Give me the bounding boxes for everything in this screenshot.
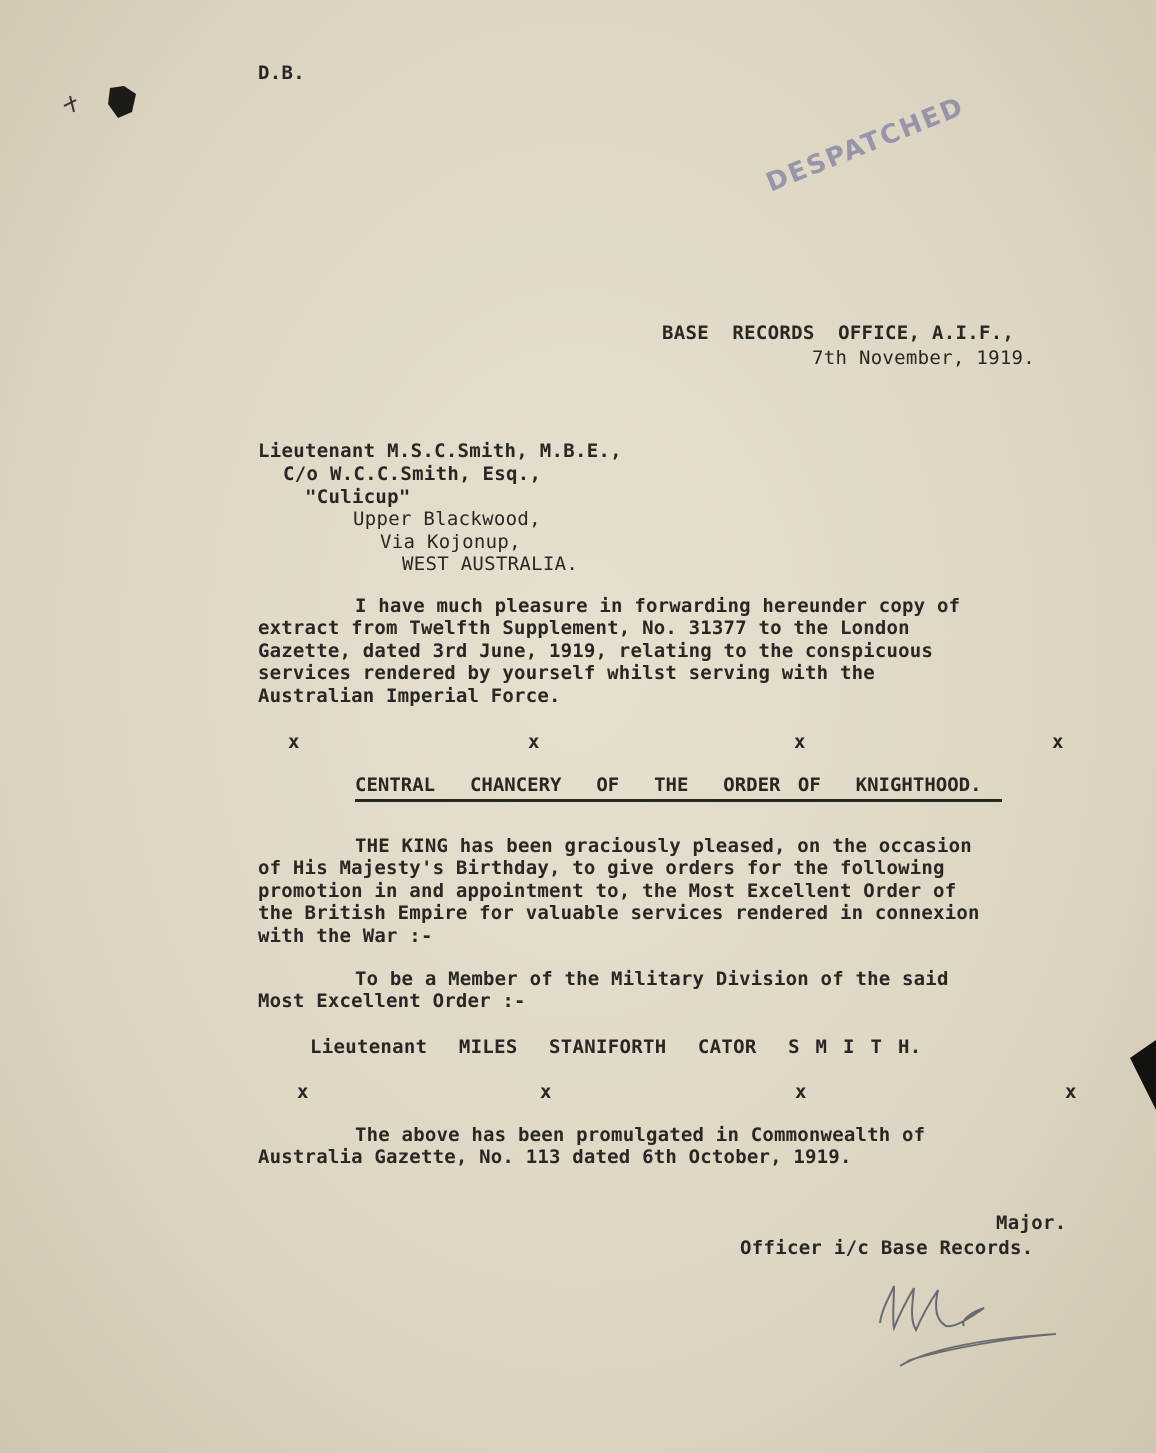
separator-mark: x [288, 731, 300, 753]
address-line: WEST AUSTRALIA. [402, 553, 579, 575]
office-header: BASE RECORDS OFFICE, A.I.F., [662, 322, 1015, 344]
address-line: C/o W.C.C.Smith, Esq., [283, 463, 542, 485]
separator-mark: x [1065, 1081, 1077, 1103]
despatched-stamp: DESPATCHED [762, 91, 969, 199]
closing-line: Australia Gazette, No. 113 dated 6th October, 1919. [258, 1146, 852, 1168]
appointee-name: Lieutenant MILES STANIFORTH CATOR S M I T H. [310, 1036, 922, 1058]
separator-mark: x [795, 1081, 807, 1103]
intro-line: extract from Twelfth Supplement, No. 31377 to the London [258, 617, 910, 639]
intro-line: services rendered by yourself whilst serving with the [258, 662, 875, 684]
signatory-title: Officer i/c Base Records. [740, 1237, 1034, 1259]
separator-mark: x [794, 731, 806, 753]
intro-line: Gazette, dated 3rd June, 1919, relating to the conspicuous [258, 640, 934, 662]
member-line: To be a Member of the Military Division of the said [355, 968, 949, 990]
heading-underline [355, 799, 1002, 802]
separator-mark: x [540, 1081, 552, 1103]
citation-line: with the War :- [258, 925, 433, 947]
member-line: Most Excellent Order :- [258, 990, 526, 1012]
citation-line: THE KING has been graciously pleased, on the occasion [355, 835, 972, 857]
signatory-rank: Major. [996, 1212, 1067, 1234]
corner-mark: D.B. [258, 62, 305, 84]
citation-line: of His Majesty's Birthday, to give orders for the following [258, 857, 945, 879]
ink-mark-icon [62, 82, 157, 122]
citation-line: the British Empire for valuable services rendered in connexion [258, 902, 980, 924]
letter-date: 7th November, 1919. [812, 347, 1036, 369]
section-heading: CENTRAL CHANCERY OF THE ORDER OF KNIGHTHOOD. [355, 774, 982, 796]
address-line: Via Kojonup, [380, 531, 521, 553]
page-edge-tab-icon [1126, 1040, 1156, 1110]
closing-line: The above has been promulgated in Commonwealth of [355, 1124, 926, 1146]
intro-line: I have much pleasure in forwarding hereunder copy of [355, 595, 961, 617]
signature-icon [860, 1268, 1070, 1378]
address-line: Upper Blackwood, [353, 508, 541, 530]
citation-line: promotion in and appointment to, the Most Excellent Order of [258, 880, 957, 902]
address-line: "Culicup" [305, 486, 411, 508]
separator-mark: x [1052, 731, 1064, 753]
separator-mark: x [297, 1081, 309, 1103]
separator-mark: x [528, 731, 540, 753]
address-line: Lieutenant M.S.C.Smith, M.B.E., [258, 440, 622, 462]
intro-line: Australian Imperial Force. [258, 685, 561, 707]
